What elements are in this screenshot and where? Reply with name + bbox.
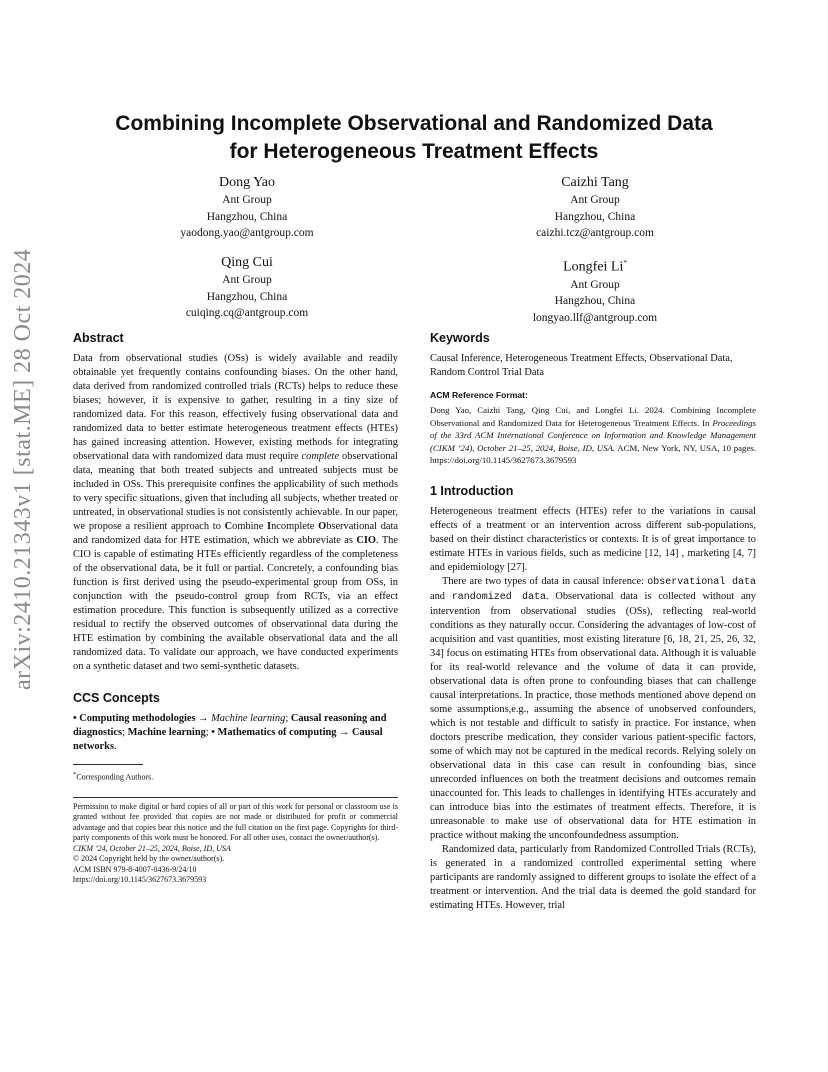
author-block [455, 174, 735, 242]
author-org: Ant Group [222, 274, 272, 286]
doi-link[interactable]: https://doi.org/10.1145/3627673.3679593 [73, 875, 207, 885]
keywords-heading: Keywords [430, 331, 490, 345]
abstract-heading: Abstract [73, 331, 124, 345]
abstract-text: Data from observational studies (OSs) is widely available and readily obtainable yet frequently contains confounding biases. On the other hand, data derived from randomized controlled trials (RCTs) helps to reduce these biases; however, it is expensive to gather, resulting in a tiny size of randomized data. For this reason, effectively fusing observational data and randomized data to better estimate heterogeneous treatment effects (HTEs) has gained increasing attention. However, existing methods for integrating observational data with randomized data must require complete observational data, meaning that both treated subjects and untreated subjects must be included in OSs. This prerequisite confines the applicability of such methods to very specific situations, given that including all subjects, whether treated or untreated, in observational studies is not consistently achievable. In our paper, we propose a resilient approach to Combine Incomplete Observational data and randomized data for HTE estimation, which we abbreviate as CIO. The CIO is capable of estimating HTEs efficiently regardless of the completeness of the observational data, be it full or partial. Concretely, a confounding bias function is first derived using the pseudo-experimental group from OSs, in conjunction with the pseudo-control group from RCTs, via an effect estimation procedure. This function is subsequently utilized as a corrective residual to rectify the observed outcomes of observational data during the HTE estimation by combining the available observational data and the all randomized data. To validate our approach, we have conducted experiments on a synthetic dataset and two semi-synthetic datasets. [73, 353, 399, 672]
author-name: Qing Cui [221, 255, 273, 270]
author-name: Caizhi Tang [561, 175, 629, 190]
footnote-rule [73, 764, 143, 765]
permission-text: Permission to make digital or hard copies of all or part of this work for personal or classroom use is granted without fee provided that copies are not made or distributed for profit or commercial advantage and that copies bear this notice and the full citation on the first page. Copyrights for third-party components of this work must be honored. For all other uses, contact the owner/author(s). [73, 801, 398, 843]
left-column [73, 330, 398, 886]
isbn-line: ACM ISBN 979-8-4007-0436-9/24/10 [73, 864, 197, 874]
corresponding-mark: * [623, 259, 627, 267]
author-block [107, 254, 387, 322]
acm-reference [430, 388, 756, 467]
copyright-line: © 2024 Copyright held by the owner/author(s). [73, 854, 225, 864]
intro-paragraph-3: Randomized data, particularly from Randomized Controlled Trials (RCTs), is generated in a randomized controlled experimental setting where participants are randomly assigned to different groups to isolate the effect of a treatment or intervention. And the trial data is deemed the gold standard for estimating HTEs. However, trial [430, 843, 756, 911]
acm-reference-heading: ACM Reference Format: [430, 390, 528, 400]
keywords-text: Causal Inference, Heterogeneous Treatment Effects, Observational Data, Random Control Trial Data [430, 353, 733, 378]
author-city: Hangzhou, China [206, 290, 288, 303]
author-name: Dong Yao [218, 175, 275, 190]
title-line-1: Combining Incomplete Observational and Randomized Data [115, 112, 713, 135]
paper-title [72, 110, 756, 166]
right-column [430, 330, 756, 913]
author-org: Ant Group [570, 194, 620, 206]
author-city: Hangzhou, China [206, 210, 288, 223]
intro-paragraph-1: Heterogeneous treatment effects (HTEs) refer to the variations in causal effects of a treatment or an intervention across different sub-populations, based on their distinct characteristics or contexts. It is of great importance to estimate HTEs in various fields, such as medicine [12, 14] , marketing [4, 7] and epidemiology [27]. [430, 505, 756, 573]
author-email: cuiqing.cq@antgroup.com [185, 307, 309, 319]
title-line-2: for Heterogeneous Treatment Effects [229, 140, 599, 163]
ccs-text: • Computing methodologies → Machine learning; Causal reasoning and diagnostics; Machine learning; • Mathematics of computing → Causal networks. [73, 713, 387, 752]
author-city: Hangzhou, China [554, 295, 636, 308]
author-email: caizhi.tcz@antgroup.com [536, 227, 654, 239]
venue-line: CIKM ’24, October 21–25, 2024, Boise, ID, USA [73, 843, 231, 853]
footnote-block [73, 764, 398, 783]
author-block [107, 174, 387, 242]
introduction-heading: 1 Introduction [430, 483, 514, 498]
author-email: longyao.llf@antgroup.com [532, 311, 658, 324]
intro-paragraph-2: There are two types of data in causal inference: observational data and randomized data. Observational data is collected without any intervention from observational studies (OSs), reflecting real-world conditions as they naturally occur. Considering the advantages of low-cost of acquisition and vast quantities, most existing literature [6, 18, 21, 25, 26, 32, 34] focus on estimating HTEs from observational data. Although it is valuable for its real-world relevance and the volume of data it can provide, observational data is often prone to confounding biases that can challenge causal interpretations. In practice, those methods mentioned above depend on some assumptions,e.g., assuming the absence of unobserved confounders, which is not testable and difficult to satisfy in practice. For instance, when doctors prescribe medication, they consider various patient-specific factors, some of which may not be captured in the medical records. Relying solely on observational data in this case can result in confounding bias, since unrecorded influences on both the treatment decisions and outcomes remain unaccounted for. This leads to challenges in identifying HTEs accurately and can introduce bias into the estimates of treatment effects. Therefore, it is unreasonable to make use of observational data for HTE estimation in practice without making the unconfoundedness assumption. [430, 575, 756, 841]
arxiv-identifier: arXiv:2410.21343v1 [stat.ME] 28 Oct 2024 [10, 248, 36, 690]
author-org: Ant Group [570, 278, 620, 291]
author-block [455, 254, 735, 326]
author-email: yaodong.yao@antgroup.com [180, 227, 314, 239]
ccs-heading: CCS Concepts [73, 691, 160, 705]
author-name: Longfei Li* [563, 259, 627, 275]
footnote: *Corresponding Authors. [73, 771, 154, 782]
acm-reference-text: Dong Yao, Caizhi Tang, Qing Cui, and Longfei Li. 2024. Combining Incomplete Observational and Randomized Data for Heterogeneous Treatment Effects. In Proceedings of the 33rd ACM International Conference on Information and Knowledge Management (CIKM ’24), October 21–25, 2024, Boise, ID, USA. ACM, New York, NY, USA, 10 pages. https://doi.org/10.1145/3627673.3679593 [430, 405, 756, 465]
author-city: Hangzhou, China [554, 210, 636, 223]
permission-block [73, 797, 398, 886]
author-org: Ant Group [222, 194, 272, 206]
permission-rule [73, 797, 398, 798]
